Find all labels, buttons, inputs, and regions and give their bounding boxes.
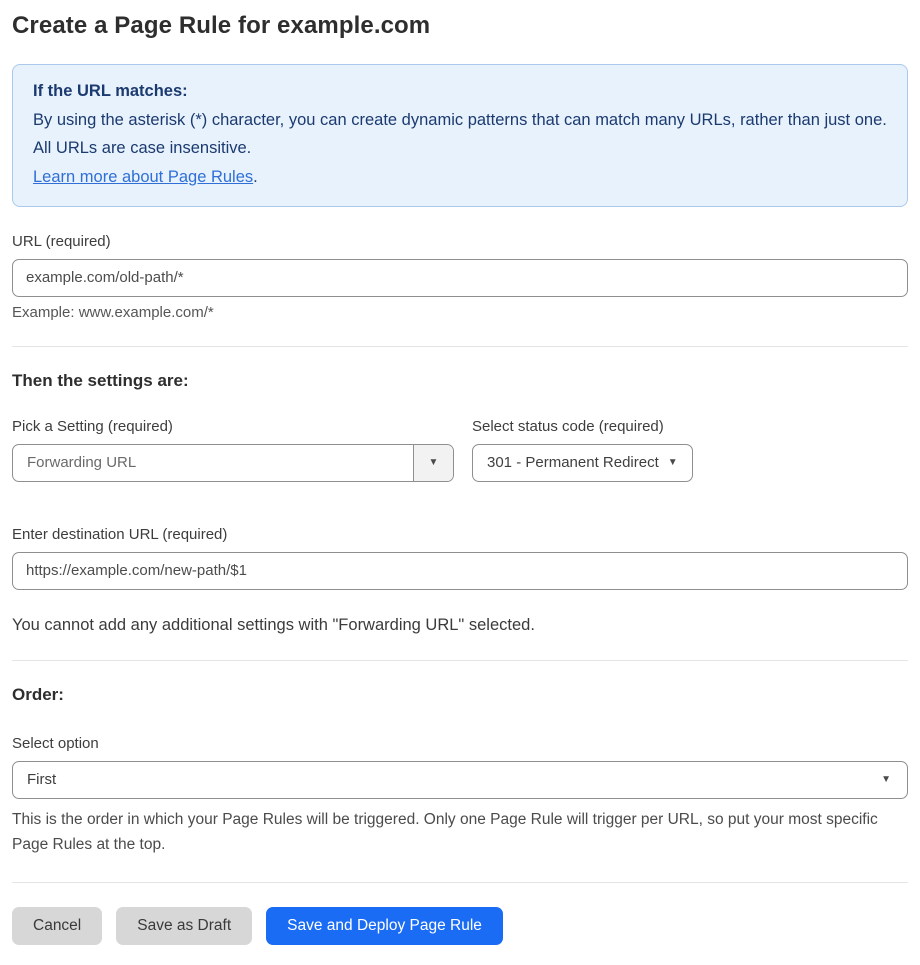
info-banner xyxy=(12,64,908,207)
learn-more-link[interactable]: Learn more about Page Rules xyxy=(33,168,254,187)
info-banner-body xyxy=(33,106,887,163)
status-code-value: 301 - Permanent Redirect xyxy=(487,454,659,472)
pick-setting-caret-segment[interactable] xyxy=(413,445,453,481)
order-select-label: Select option xyxy=(12,734,99,752)
url-input[interactable] xyxy=(12,259,908,297)
info-banner-link-line xyxy=(33,163,887,192)
link-suffix: . xyxy=(253,168,258,187)
url-field-group xyxy=(12,233,908,321)
settings-heading: Then the settings are: xyxy=(12,370,189,390)
order-dropdown[interactable] xyxy=(12,761,908,799)
divider xyxy=(12,660,908,661)
destination-url-input[interactable] xyxy=(12,552,908,590)
page-title: Create a Page Rule for example.com xyxy=(12,12,431,39)
save-as-draft-button[interactable]: Save as Draft xyxy=(116,907,252,945)
destination-url-group xyxy=(12,526,908,590)
divider xyxy=(12,882,908,883)
order-value: First xyxy=(27,771,57,789)
order-heading: Order: xyxy=(12,684,64,704)
pick-setting-value: Forwarding URL xyxy=(27,454,137,472)
status-code-label: Select status code (required) xyxy=(472,417,664,435)
pick-setting-label: Pick a Setting (required) xyxy=(12,417,173,435)
url-field-label: URL (required) xyxy=(12,232,111,250)
info-banner-body-text: By using the asterisk (*) character, you can create dynamic patterns that can match many URLs, rather than just one. All URLs are case insensitive. xyxy=(33,110,887,158)
save-and-deploy-button[interactable]: Save and Deploy Page Rule xyxy=(266,907,503,945)
cancel-button[interactable]: Cancel xyxy=(12,907,102,945)
chevron-down-icon: ▼ xyxy=(428,456,439,468)
chevron-down-icon: ▼ xyxy=(881,773,891,785)
pick-setting-group xyxy=(12,418,454,482)
action-button-row xyxy=(12,907,908,945)
url-example-text: Example: www.example.com/* xyxy=(12,303,214,321)
divider xyxy=(12,346,908,347)
forwarding-url-note: You cannot add any additional settings with "Forwarding URL" selected. xyxy=(12,615,535,634)
pick-setting-dropdown[interactable] xyxy=(12,444,454,482)
status-code-dropdown[interactable] xyxy=(472,444,693,482)
destination-url-label: Enter destination URL (required) xyxy=(12,525,228,543)
order-help-text: This is the order in which your Page Rules will be triggered. Only one Page Rule will trigger per URL, so put your most specific Page Rules at the top. xyxy=(12,810,878,853)
chevron-down-icon: ▼ xyxy=(667,456,678,468)
status-code-group xyxy=(472,418,693,482)
info-banner-heading: If the URL matches: xyxy=(33,82,188,100)
settings-row xyxy=(12,418,908,482)
